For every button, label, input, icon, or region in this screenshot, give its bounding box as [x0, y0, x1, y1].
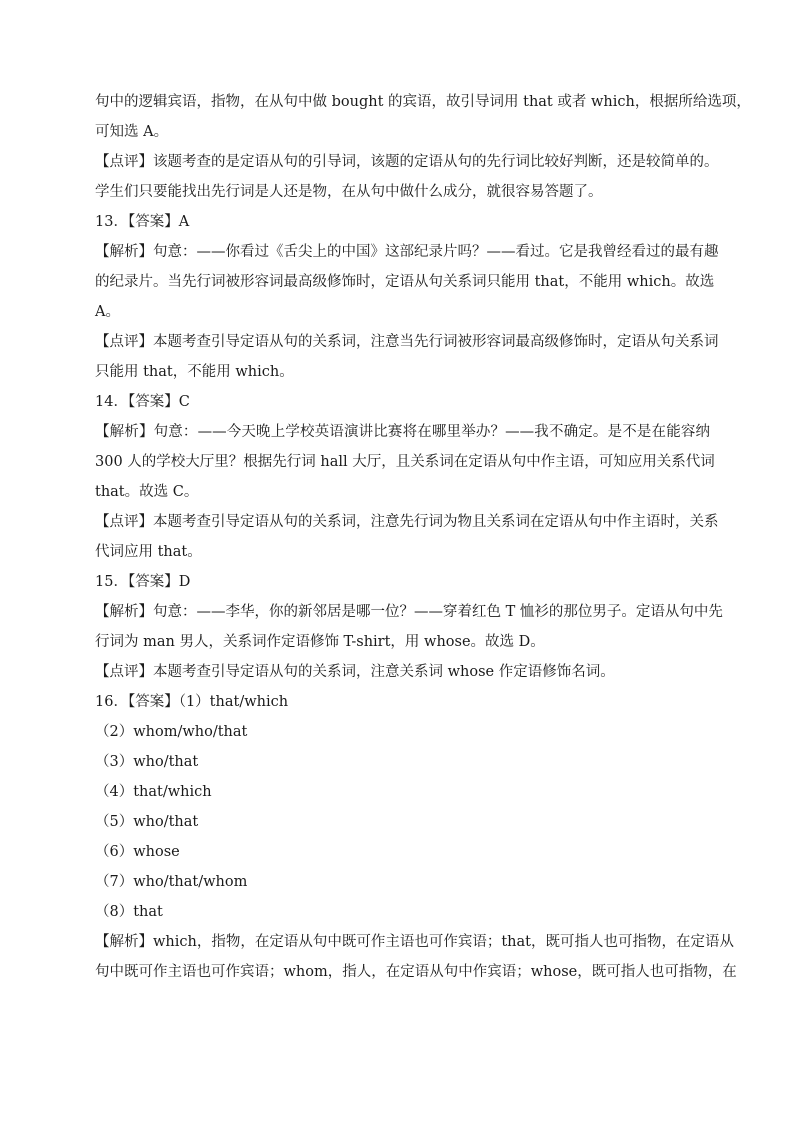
comment-line: 【点评】本题考查引导定语从句的关系词，注意当先行词被形容词最高级修饰时，定语从句关系词	[95, 334, 719, 350]
text-line: 句中的逻辑宾语，指物，在从句中做 bought 的宾语，故引导词用 that 或者 which，根据所给选项，	[95, 94, 751, 110]
analysis-line: A。	[95, 304, 120, 320]
answer-item: （2）whom/who/that	[95, 724, 248, 740]
comment-line: 【点评】本题考查引导定语从句的关系词，注意先行词为物且关系词在定语从句中作主语时，关系	[95, 514, 719, 530]
answer-heading-13: 13．【答案】A	[95, 214, 190, 230]
comment-line: 【点评】本题考查引导定语从句的关系词，注意关系词 whose 作定语修饰名词。	[95, 664, 615, 680]
answer-item: （5）who/that	[95, 814, 199, 830]
answer-item: （3）who/that	[95, 754, 199, 770]
analysis-line: 【解析】which，指物，在定语从句中既可作主语也可作宾语；that，既可指人也可指物，在定语从	[95, 934, 734, 950]
comment-line: 【点评】该题考查的是定语从句的引导词，该题的定语从句的先行词比较好判断，还是较简单的。	[95, 154, 719, 170]
answer-item: （8）that	[95, 904, 163, 920]
answer-heading-14: 14．【答案】C	[95, 394, 190, 410]
analysis-line: 300 人的学校大厅里？根据先行词 hall 大厅，且关系词在定语从句中作主语，可知应用关系代词	[95, 454, 715, 470]
comment-line: 代词应用 that。	[95, 544, 202, 560]
analysis-line: 【解析】句意：——今天晚上学校英语演讲比赛将在哪里举办？——我不确定。是不是在能容纳	[95, 424, 710, 440]
analysis-line: 【解析】句意：——你看过《舌尖上的中国》这部纪录片吗？——看过。它是我曾经看过的最有趣	[95, 244, 719, 260]
comment-line: 只能用 that，不能用 which。	[95, 364, 294, 380]
analysis-line: 句中既可作主语也可作宾语；whom，指人，在定语从句中作宾语；whose，既可指人也可指物，在	[95, 964, 737, 980]
answer-item: （7）who/that/whom	[95, 874, 248, 890]
comment-line: 学生们只要能找出先行词是人还是物，在从句中做什么成分，就很容易答题了。	[95, 184, 603, 200]
answer-heading-15: 15．【答案】D	[95, 574, 191, 590]
document-page	[95, 92, 751, 992]
analysis-line: 【解析】句意：——李华，你的新邻居是哪一位？——穿着红色 T 恤衫的那位男子。定语从句中先	[95, 604, 723, 620]
analysis-line: 的纪录片。当先行词被形容词最高级修饰时，定语从句关系词只能用 that，不能用 which。故选	[95, 274, 715, 290]
text-line: 可知选 A。	[95, 124, 169, 140]
answer-heading-16: 16．【答案】（1）that/which	[95, 694, 289, 710]
analysis-line: that。故选 C。	[95, 484, 199, 500]
answer-item: （4）that/which	[95, 784, 212, 800]
answer-item: （6）whose	[95, 844, 180, 860]
analysis-line: 行词为 man 男人，关系词作定语修饰 T-shirt，用 whose。故选 D。	[95, 634, 545, 650]
